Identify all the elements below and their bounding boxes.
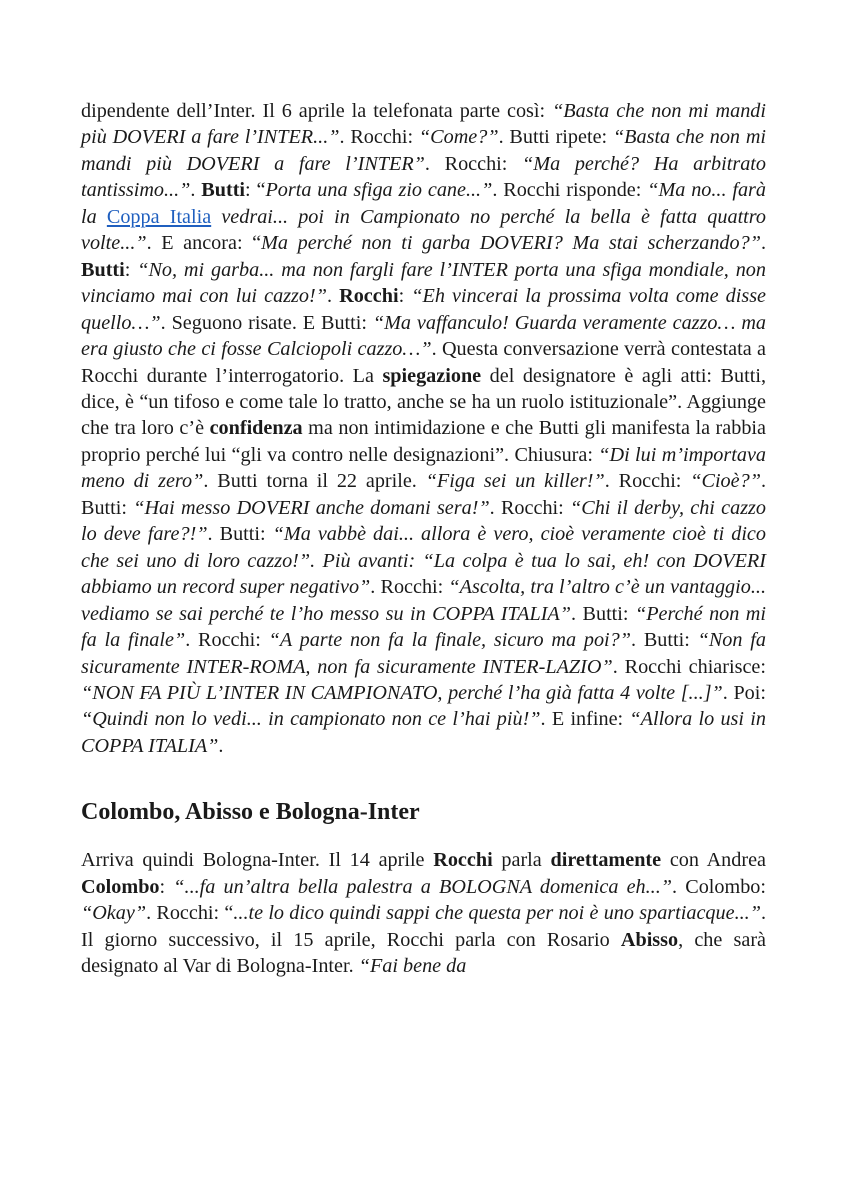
quote-text: Porta una sfiga zio cane...” — [265, 179, 493, 202]
body-text: : — [398, 285, 412, 308]
bold-text: Butti — [81, 258, 125, 281]
body-text: . Butti: — [81, 470, 766, 519]
quote-text: “Cioè?” — [690, 470, 761, 493]
body-text: . — [326, 285, 340, 308]
body-text: , che sarà designato al Var di Bologna-Inter. — [81, 928, 767, 978]
body-text: . Butti torna il 22 aprile. — [203, 470, 426, 493]
body-text: . Rocchi: — [370, 576, 449, 599]
bold-text: confidenza — [209, 417, 303, 440]
bold-text: direttamente — [550, 849, 662, 872]
body-text: . Seguono risate. E Butti: — [160, 311, 373, 334]
body-text: . Butti: — [207, 523, 273, 546]
body-text: . Rocchi: — [339, 126, 419, 149]
body-text: . Rocchi: — [489, 496, 570, 519]
bold-text: Rocchi — [339, 285, 399, 308]
quote-text: “Hai messo DOVERI anche domani sera!” — [133, 496, 490, 519]
quote-text: “Okay” — [81, 902, 147, 925]
quote-text: “Ma perché? Ha arbitrato tantissimo...” — [81, 152, 766, 202]
body-text: : — [159, 875, 174, 898]
body-text: . — [190, 179, 202, 202]
quote-text: “Non fa sicuramente INTER-ROMA, non fa sicuramente INTER-LAZIO” — [81, 629, 766, 678]
body-text: : “ — [245, 179, 266, 202]
body-text: ma non intimidazione e che Butti gli manifesta la rabbia proprio perché lui “gli va contro nelle designazioni”. Chiusura: — [81, 417, 766, 466]
bold-text: spiegazione — [382, 364, 482, 387]
quote-text: “A parte non fa la finale, sicuro ma poi?” — [268, 629, 631, 652]
body-text: . Rocchi: — [424, 152, 523, 175]
quote-text: “Chi il derby, chi cazzo lo deve fare?!” — [81, 496, 766, 546]
body-text: Arriva quindi Bologna-Inter. Il 14 aprile — [81, 849, 434, 872]
body-text: . — [760, 232, 766, 255]
quote-text: “Eh vincerai la prossima volta come disse quello…” — [81, 285, 767, 334]
quote-text: “NON FA PIÙ L’INTER IN CAMPIONATO, perché l’ha già fatta 4 volte [...]” — [81, 681, 723, 704]
body-text: . Il giorno successivo, il 15 aprile, Rocchi parla con Rosario — [81, 902, 766, 951]
body-text: . Rocchi chiarisce: — [612, 655, 766, 678]
bold-text: Rocchi — [433, 849, 493, 872]
quote-text: “Perché non mi fa la finale” — [81, 602, 766, 652]
quote-text: “...fa un’altra bella palestra a BOLOGNA domenica eh...” — [173, 875, 673, 898]
quote-text: “Basta che non mi mandi più DOVERI a fare l’INTER” — [81, 126, 767, 175]
bold-text: Colombo — [81, 875, 160, 898]
quote-text: “Come?” — [418, 126, 499, 149]
body-text: del designatore è agli atti: Butti, dice, è “un tifoso e come tale lo tratto, anche se ha un ruolo istituzionale”. Aggiunge che tra loro c’è — [81, 364, 766, 440]
body-text: . Butti: — [630, 629, 698, 652]
body-text: . Rocchi: — [185, 629, 269, 652]
quote-text: Ma perché non ti garba DOVERI? Ma stai scherzando?” — [261, 232, 761, 255]
body-text: . — [218, 734, 224, 757]
body-text: . Rocchi: — [604, 470, 691, 493]
bold-text: Butti — [201, 179, 246, 202]
body-text: . Colombo: — [672, 875, 766, 898]
bold-text: Abisso — [620, 928, 679, 951]
quote-text: “Figa sei un killer!” — [425, 470, 605, 493]
body-text: parla — [492, 849, 551, 872]
quote-text: “Ma no... farà la — [81, 179, 767, 228]
quote-text: “No, mi garba... ma non fargli fare l’INTER porta una sfiga mondiale, non vinciamo mai con lui cazzo!” — [81, 258, 766, 308]
quote-text: “Ma vaffanculo! Guarda veramente cazzo… ma era giusto che ci fosse Calciopoli cazzo…” — [81, 311, 766, 361]
body-text: . Rocchi: “ — [146, 902, 234, 925]
body-text: . Poi: — [722, 681, 766, 704]
quote-text: “Basta che non mi mandi più DOVERI a fare l’INTER...” — [81, 100, 766, 149]
quote-text: “Allora lo usi in COPPA ITALIA” — [81, 708, 766, 757]
coppa-italia-link[interactable]: Coppa Italia — [106, 205, 212, 228]
body-text: con Andrea — [661, 849, 766, 872]
quote-text: “Quindi non lo vedi... in campionato non ce l’hai più!” — [81, 708, 541, 731]
quote-text: “Di lui m’importava meno di zero” — [81, 443, 766, 493]
section-heading: Colombo, Abisso e Bologna-Inter — [81, 799, 420, 826]
quote-text: vedrai... poi in Campionato no perché la bella è fatta quattro volte...” — [81, 205, 766, 255]
body-text: . Questa conversazione verrà contestata a Rocchi durante l’interrogatorio. La — [81, 338, 766, 387]
quote-text: ...te lo dico quindi sappi che questa per noi è uno spartiacque...” — [233, 902, 761, 925]
body-text: . E ancora: “ — [146, 232, 262, 255]
body-text: . E infine: — [540, 708, 630, 731]
body-paragraph — [81, 847, 766, 979]
body-text: . Rocchi risponde: — [492, 179, 648, 202]
quote-text: “Fai bene da — [358, 955, 467, 978]
quote-text: “Ascolta, tra l’altro c’è un vantaggio... vediamo se sai perché te l’ho messo su in COPPA ITALIA” — [81, 576, 766, 625]
body-paragraph — [81, 98, 766, 759]
body-text: dipendente dell’Inter. Il 6 aprile la telefonata parte così: — [81, 100, 553, 122]
body-text: : — [124, 258, 138, 281]
quote-text: “Ma vabbè dai... allora è vero, cioè veramente cioè ti dico che sei uno di loro cazzo!”. Più avanti: “La colpa è tua lo sai, eh! con DOVERI abbiamo un record super negativo” — [81, 523, 766, 599]
body-text: . Butti: — [571, 602, 635, 625]
body-text: . Butti ripete: — [498, 126, 613, 149]
